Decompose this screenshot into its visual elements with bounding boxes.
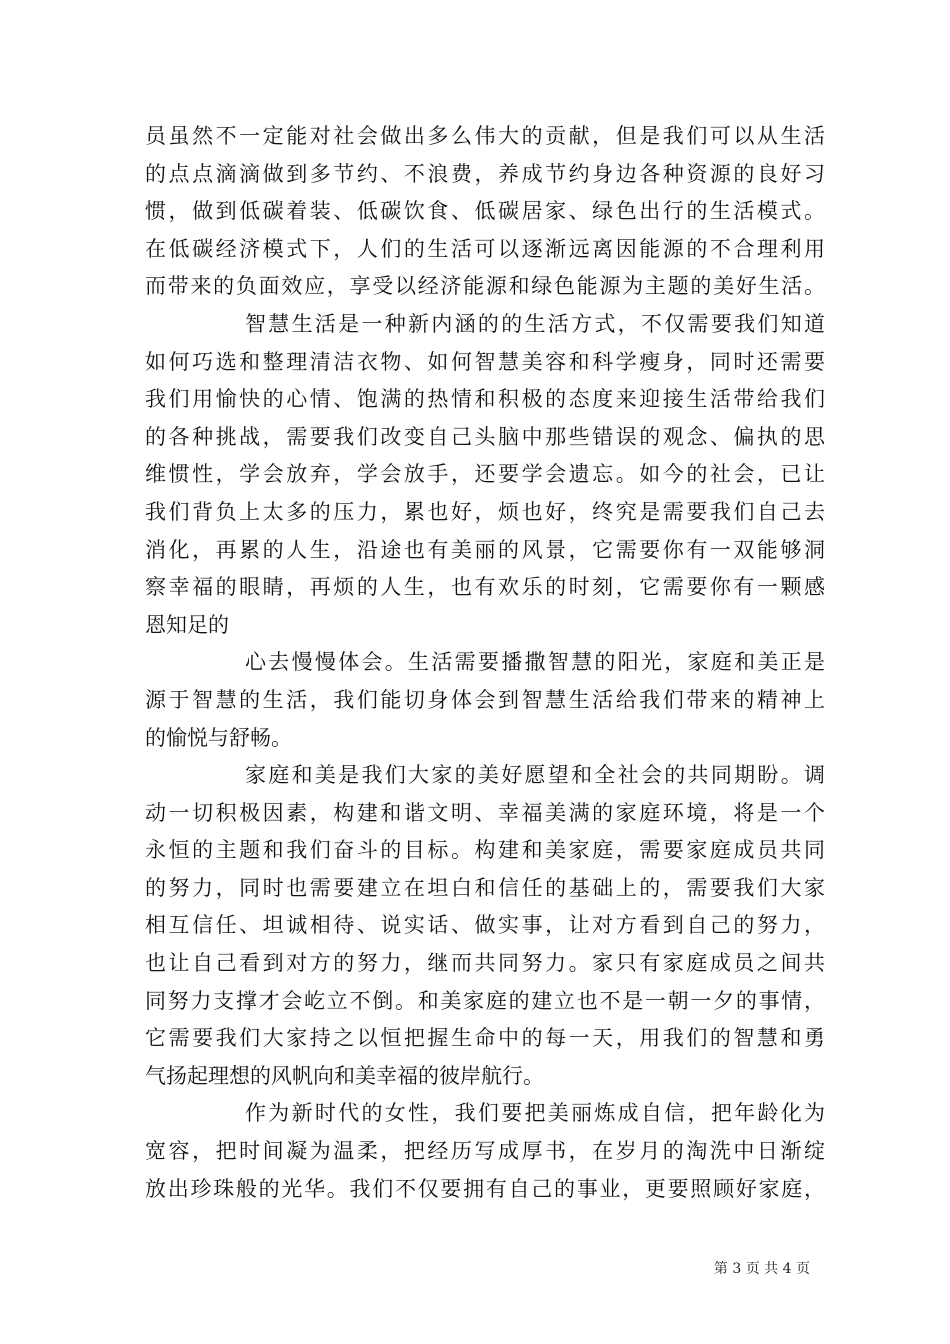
text-line: 员虽然不一定能对社会做出多么伟大的贡献，但是我们可以从生活	[145, 124, 825, 148]
paragraph	[145, 644, 825, 757]
text-line: 永恒的主题和我们奋斗的目标。构建和美家庭，需要家庭成员共同	[145, 838, 825, 863]
text-line: 源于智慧的生活，我们能切身体会到智慧生活给我们带来的精神上	[145, 687, 825, 712]
paragraph	[145, 118, 825, 306]
page-number-footer: 第 3 页 共 4 页	[713, 1261, 810, 1277]
paragraph	[145, 757, 825, 1095]
text-line: 在低碳经济模式下，人们的生活可以逐渐远离因能源的不合理利用	[145, 236, 825, 261]
text-line: 宽容，把时间凝为温柔，把经历写成厚书，在岁月的淘洗中日渐绽	[145, 1139, 825, 1164]
text-line: 我们背负上太多的压力，累也好，烦也好，终究是需要我们自己去	[145, 499, 825, 524]
text-line: 动一切积极因素，构建和谐文明、幸福美满的家庭环境，将是一个	[145, 800, 825, 825]
text-line: 惯，做到低碳着装、低碳饮食、低碳居家、绿色出行的生活模式。	[145, 199, 825, 224]
text-line: 也让自己看到对方的努力，继而共同努力。家只有家庭成员之间共	[145, 951, 825, 976]
text-line: 同努力支撑才会屹立不倒。和美家庭的建立也不是一朝一夕的事情，	[145, 988, 825, 1013]
text-line: 而带来的负面效应，享受以经济能源和绿色能源为主题的美好生活。	[145, 274, 825, 299]
text-line: 的愉悦与舒畅。	[145, 725, 292, 750]
text-line: 的各种挑战，需要我们改变自己头脑中那些错误的观念、偏执的思	[145, 424, 825, 449]
text-line: 智慧生活是一种新内涵的的生活方式，不仅需要我们知道	[245, 311, 825, 336]
paragraph	[145, 1095, 825, 1208]
text-line: 的点点滴滴做到多节约、不浪费，养成节约身边各种资源的良好习	[145, 161, 825, 186]
text-line: 察幸福的眼睛，再烦的人生，也有欢乐的时刻，它需要你有一颗感	[145, 575, 825, 600]
text-line: 如何巧选和整理清洁衣物、如何智慧美容和科学瘦身，同时还需要	[145, 349, 825, 374]
text-line: 气扬起理想的风帆向和美幸福的彼岸航行。	[145, 1063, 544, 1088]
text-line: 家庭和美是我们大家的美好愿望和全社会的共同期盼。调	[245, 763, 825, 788]
text-line: 恩知足的	[145, 612, 229, 637]
text-line: 心去慢慢体会。生活需要播撒智慧的阳光，家庭和美正是	[245, 650, 825, 675]
text-line: 相互信任、坦诚相待、说实话、做实事，让对方看到自己的努力，	[145, 913, 825, 938]
text-line: 的努力，同时也需要建立在坦白和信任的基础上的，需要我们大家	[145, 875, 825, 900]
text-line: 维惯性，学会放弃，学会放手，还要学会遗忘。如今的社会，已让	[145, 462, 825, 487]
document-body	[145, 118, 825, 1208]
paragraph	[145, 306, 825, 644]
text-line: 放出珍珠般的光华。我们不仅要拥有自己的事业，更要照顾好家庭，	[145, 1176, 825, 1201]
text-line: 它需要我们大家持之以恒把握生命中的每一天，用我们的智慧和勇	[145, 1026, 825, 1051]
text-line: 消化，再累的人生，沿途也有美丽的风景，它需要你有一双能够洞	[145, 537, 825, 562]
text-line: 作为新时代的女性，我们要把美丽炼成自信，把年龄化为	[245, 1101, 825, 1126]
text-line: 我们用愉快的心情、饱满的热情和积极的态度来迎接生活带给我们	[145, 387, 825, 412]
